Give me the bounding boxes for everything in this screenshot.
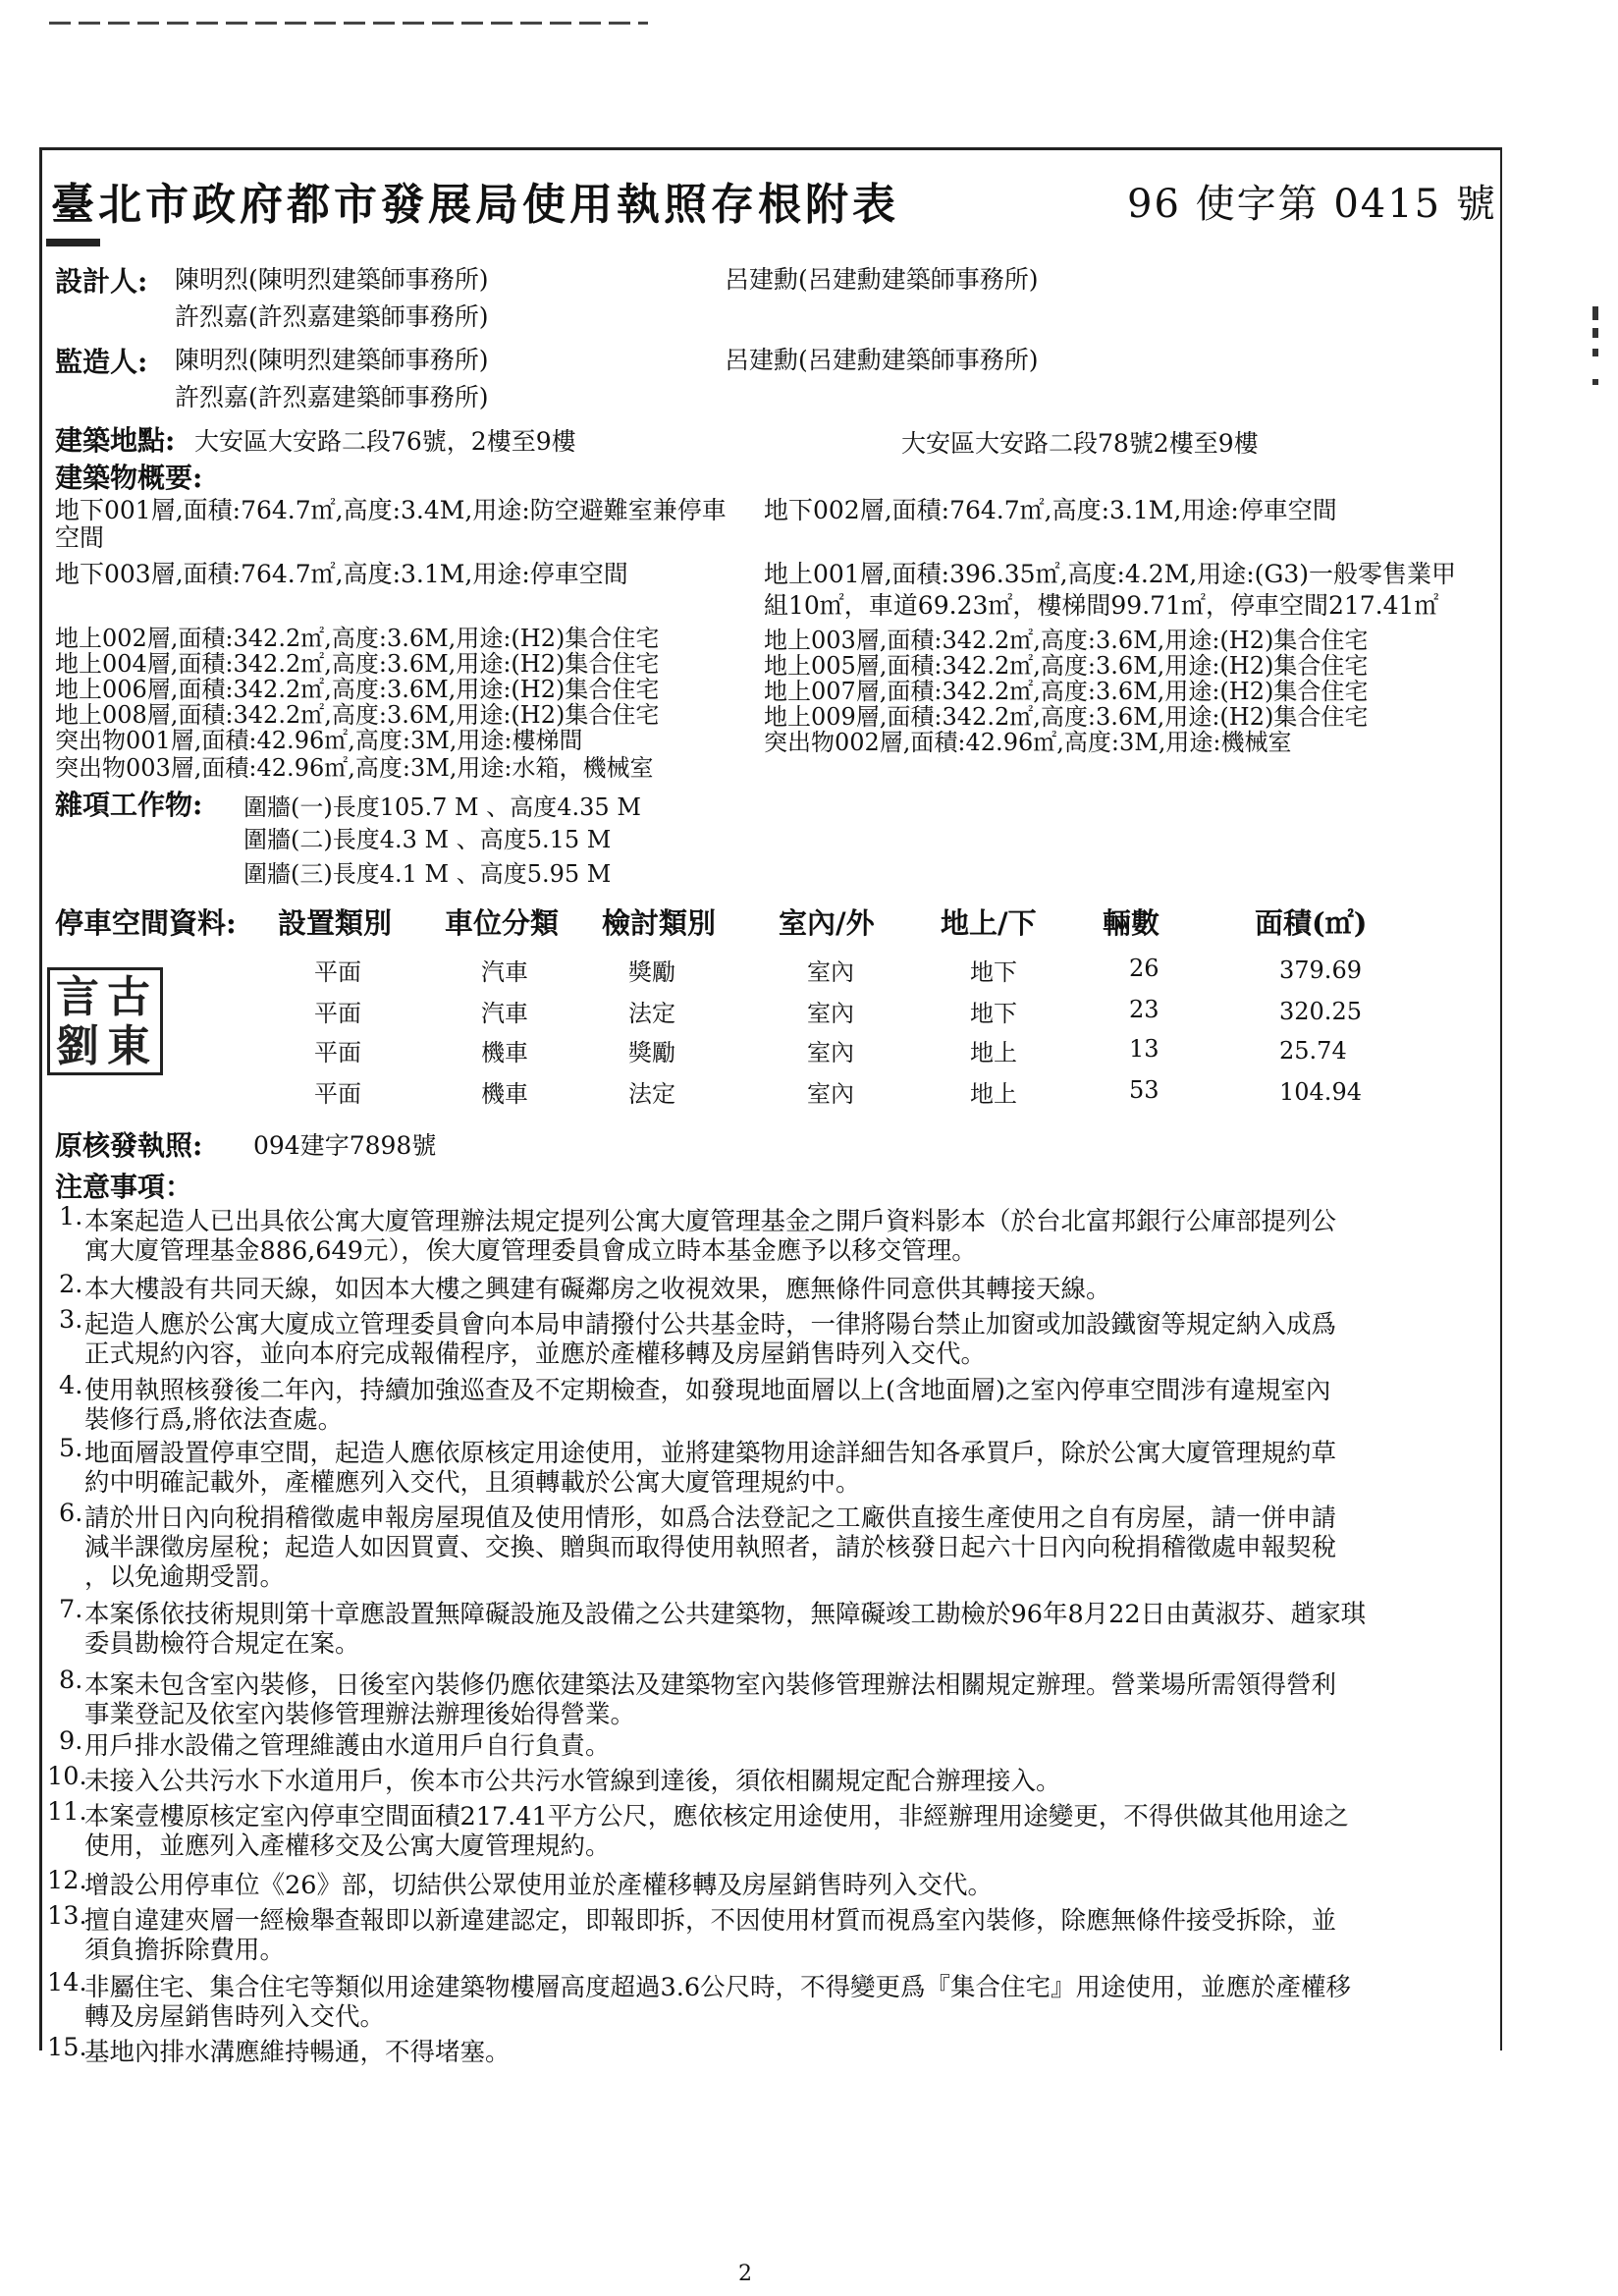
parking-cell: 104.94 bbox=[1279, 1078, 1362, 1106]
note-text-line: 正式規約內容，並向本府完成報備程序，並應於產權移轉及房屋銷售時列入交代。 bbox=[84, 1339, 987, 1369]
misc-item: 圍牆(一)長度105.7 M 、高度4.35 M bbox=[243, 793, 641, 821]
note-number: 15. bbox=[47, 2033, 87, 2062]
note-number: 8. bbox=[59, 1666, 83, 1695]
note-number: 1. bbox=[59, 1202, 83, 1231]
margin-mark bbox=[1592, 349, 1598, 356]
note-number: 14. bbox=[47, 1968, 87, 1997]
note-text-line: 擅自違建夾層一經檢舉查報即以新違建認定，即報即拆，不因使用材質而視爲室內裝修，除應無條件接受拆除，並 bbox=[84, 1906, 1337, 1936]
margin-mark bbox=[1592, 306, 1598, 320]
note-text-line: 未接入公共污水下水道用戶，俟本市公共污水管線到達後，須依相關規定配合辦理接入。 bbox=[84, 1767, 1061, 1796]
floor-right: 突出物002層,面積:42.96㎡,高度:3M,用途:機械室 bbox=[764, 729, 1292, 756]
site-left: 大安區大安路二段76號，2樓至9樓 bbox=[194, 427, 576, 456]
parking-cell: 地上 bbox=[970, 1080, 1017, 1108]
floor-left: 突出物001層,面積:42.96㎡,高度:3M,用途:樓梯間 bbox=[55, 727, 583, 754]
designer-2: 許烈嘉(許烈嘉建築師事務所) bbox=[175, 302, 489, 331]
designer-label: 設計人: bbox=[55, 265, 148, 298]
floor-right: 地上009層,面積:342.2㎡,高度:3.6M,用途:(H2)集合住宅 bbox=[764, 703, 1369, 731]
floor-left: 地上008層,面積:342.2㎡,高度:3.6M,用途:(H2)集合住宅 bbox=[55, 701, 660, 729]
parking-cell: 機車 bbox=[481, 1080, 528, 1108]
parking-cell: 25.74 bbox=[1279, 1037, 1347, 1065]
parking-cell: 379.69 bbox=[1279, 957, 1362, 984]
notes-label: 注意事項： bbox=[55, 1171, 193, 1203]
note-text-line: 使用執照核發後二年內，持續加強巡查及不定期檢查，如發現地面層以上(含地面層)之室內停車空間涉有違規室內 bbox=[84, 1376, 1331, 1405]
floor-left: 地上002層,面積:342.2㎡,高度:3.6M,用途:(H2)集合住宅 bbox=[55, 625, 660, 652]
site-right: 大安區大安路二段78號2樓至9樓 bbox=[901, 429, 1259, 458]
page-title: 臺北市政府都市發展局使用執照存根附表 bbox=[51, 180, 899, 230]
note-text-line: 轉及房屋銷售時列入交代。 bbox=[84, 2002, 386, 2032]
note-number: 11. bbox=[47, 1797, 87, 1827]
parking-cell: 地上 bbox=[970, 1039, 1017, 1066]
designer-3: 呂建勳(呂建勳建築師事務所) bbox=[725, 265, 1039, 294]
parking-cell: 法定 bbox=[628, 1000, 675, 1027]
designer-1: 陳明烈(陳明烈建築師事務所) bbox=[175, 265, 489, 294]
parking-cell: 室內 bbox=[807, 1039, 854, 1066]
overview-label: 建築物概要: bbox=[55, 462, 203, 494]
parking-label: 停車空間資料: bbox=[55, 906, 237, 940]
parking-cell: 室內 bbox=[807, 958, 854, 986]
parking-cell: 23 bbox=[1129, 996, 1160, 1023]
parking-cell: 平面 bbox=[314, 958, 361, 986]
parking-cell: 室內 bbox=[807, 1080, 854, 1108]
parking-cell: 平面 bbox=[314, 1000, 361, 1027]
parking-cell: 法定 bbox=[628, 1080, 675, 1108]
parking-header: 室內/外 bbox=[779, 906, 875, 940]
supervisor-1: 陳明烈(陳明烈建築師事務所) bbox=[175, 346, 489, 374]
site-label: 建築地點: bbox=[55, 424, 176, 457]
page-number: 2 bbox=[738, 2262, 752, 2286]
parking-cell: 汽車 bbox=[481, 1000, 528, 1027]
floor-left: 地上006層,面積:342.2㎡,高度:3.6M,用途:(H2)集合住宅 bbox=[55, 676, 660, 703]
floor-b002: 地下002層,面積:764.7㎡,高度:3.1M,用途:停車空間 bbox=[764, 496, 1337, 524]
note-text-line: 非屬住宅、集合住宅等類似用途建築物樓層高度超過3.6公尺時，不得變更爲『集合住宅』用途使用，並應於產權移 bbox=[84, 1973, 1352, 2002]
note-text-line: 起造人應於公寓大廈成立管理委員會向本局申請撥付公共基金時，一律將陽台禁止加窗或加設鐵窗等規定納入成爲 bbox=[84, 1310, 1337, 1339]
note-text-line: 寓大廈管理基金886,649元），俟大廈管理委員會成立時本基金應予以移交管理。 bbox=[84, 1236, 977, 1266]
floor-b003: 地下003層,面積:764.7㎡,高度:3.1M,用途:停車空間 bbox=[55, 560, 628, 588]
parking-cell: 獎勵 bbox=[628, 958, 675, 986]
note-number: 3. bbox=[59, 1305, 83, 1335]
floor-right: 地上003層,面積:342.2㎡,高度:3.6M,用途:(H2)集合住宅 bbox=[764, 627, 1369, 654]
parking-cell: 汽車 bbox=[481, 958, 528, 986]
note-text-line: 本案起造人已出具依公寓大廈管理辦法規定提列公寓大廈管理基金之開戶資料影本（於台北富邦銀行公庫部提列公 bbox=[84, 1207, 1337, 1236]
floor-right: 地上005層,面積:342.2㎡,高度:3.6M,用途:(H2)集合住宅 bbox=[764, 652, 1369, 680]
parking-cell: 26 bbox=[1129, 955, 1160, 982]
note-number: 2. bbox=[59, 1270, 83, 1299]
parking-cell: 機車 bbox=[481, 1039, 528, 1066]
floor-left: 突出物003層,面積:42.96㎡,高度:3M,用途:水箱，機械室 bbox=[55, 754, 654, 782]
floor-g001-line1: 地上001層,面積:396.35㎡,高度:4.2M,用途:(G3)一般零售業甲 bbox=[764, 560, 1457, 588]
parking-header: 檢討類別 bbox=[602, 906, 717, 940]
floor-b001-line1: 地下001層,面積:764.7㎡,高度:3.4M,用途:防空避難室兼停車 bbox=[55, 496, 727, 524]
note-number: 4. bbox=[59, 1371, 83, 1400]
note-text-line: 約中明確記載外，產權應列入交代，且須轉載於公寓大廈管理規約中。 bbox=[84, 1468, 861, 1498]
parking-cell: 53 bbox=[1129, 1076, 1160, 1104]
parking-cell: 獎勵 bbox=[628, 1039, 675, 1066]
note-text-line: 用戶排水設備之管理維護由水道用戶自行負責。 bbox=[84, 1731, 611, 1761]
parking-header: 設置類別 bbox=[278, 906, 393, 940]
floor-left: 地上004層,面積:342.2㎡,高度:3.6M,用途:(H2)集合住宅 bbox=[55, 650, 660, 678]
parking-header: 車位分類 bbox=[445, 906, 560, 940]
margin-mark bbox=[1592, 328, 1598, 338]
note-number: 9. bbox=[59, 1726, 83, 1756]
margin-mark bbox=[1592, 379, 1598, 385]
parking-cell: 地下 bbox=[970, 1000, 1017, 1027]
parking-cell: 320.25 bbox=[1279, 998, 1362, 1025]
floor-b001-line2: 空間 bbox=[55, 523, 105, 552]
note-text-line: 本案係依技術規則第十章應設置無障礙設施及設備之公共建築物，無障礙竣工勘檢於96年8月22日由黃淑芬、趙家琪 bbox=[84, 1600, 1367, 1629]
note-text-line: 裝修行爲,將依法查處。 bbox=[84, 1405, 344, 1435]
parking-header: 地上/下 bbox=[941, 906, 1037, 940]
document-number: 96 使字第 0415 號 bbox=[1127, 182, 1497, 227]
supervisor-2: 許烈嘉(許烈嘉建築師事務所) bbox=[175, 383, 489, 411]
parking-header: 面積(㎡) bbox=[1255, 906, 1368, 940]
supervisor-3: 呂建勳(呂建勳建築師事務所) bbox=[725, 346, 1039, 374]
note-number: 6. bbox=[59, 1499, 83, 1528]
original-license-value: 094建字7898號 bbox=[253, 1131, 437, 1160]
note-text-line: 使用，並應列入產權移交及公寓大廈管理規約。 bbox=[84, 1831, 611, 1861]
floor-g001-line2: 組10㎡，車道69.23㎡，樓梯間99.71㎡，停車空間217.41㎡ bbox=[764, 591, 1439, 620]
note-number: 13. bbox=[47, 1901, 87, 1931]
note-number: 12. bbox=[47, 1866, 87, 1895]
top-scan-line bbox=[49, 22, 648, 25]
note-text-line: 基地內排水溝應維持暢通，不得堵塞。 bbox=[84, 2038, 511, 2067]
note-text-line: 增設公用停車位《26》部，切結供公眾使用並於產權移轉及房屋銷售時列入交代。 bbox=[84, 1871, 993, 1900]
note-text-line: 委員勘檢符合規定在案。 bbox=[84, 1629, 360, 1659]
misc-item: 圍牆(二)長度4.3 M 、高度5.15 M bbox=[243, 826, 612, 853]
official-seal-stamp: 言 古 劉 東 bbox=[47, 967, 163, 1075]
note-text-line: 本案未包含室內裝修，日後室內裝修仍應依建築法及建築物室內裝修管理辦法相關規定辦理。營業場所需領得營利 bbox=[84, 1670, 1337, 1700]
note-text-line: 請於卅日內向稅捐稽徵處申報房屋現值及使用情形，如爲合法登記之工廠供直接生產使用之自有房屋，請一併申請 bbox=[84, 1503, 1337, 1533]
misc-item: 圍牆(三)長度4.1 M 、高度5.95 M bbox=[243, 860, 612, 888]
original-license-label: 原核發執照: bbox=[55, 1129, 203, 1162]
parking-cell: 平面 bbox=[314, 1080, 361, 1108]
floor-right: 地上007層,面積:342.2㎡,高度:3.6M,用途:(H2)集合住宅 bbox=[764, 678, 1369, 705]
note-number: 5. bbox=[59, 1434, 83, 1463]
note-text-line: 地面層設置停車空間，起造人應依原核定用途使用，並將建築物用途詳細告知各承買戶，除於公寓大廈管理規約草 bbox=[84, 1439, 1337, 1468]
parking-cell: 平面 bbox=[314, 1039, 361, 1066]
note-text-line: 事業登記及依室內裝修管理辦法辦理後始得營業。 bbox=[84, 1700, 636, 1729]
note-number: 10. bbox=[47, 1762, 87, 1791]
title-underline-mark bbox=[46, 239, 100, 246]
parking-cell: 地下 bbox=[970, 958, 1017, 986]
note-text-line: 本大樓設有共同天線，如因本大樓之興建有礙鄰房之收視效果，應無條件同意供其轉接天線。 bbox=[84, 1275, 1111, 1304]
note-text-line: 本案壹樓原核定室內停車空間面積217.41平方公尺，應依核定用途使用，非經辦理用途變更，不得供做其他用途之 bbox=[84, 1802, 1349, 1831]
parking-header: 輛數 bbox=[1103, 906, 1160, 940]
parking-cell: 13 bbox=[1129, 1035, 1160, 1063]
note-text-line: 減半課徵房屋稅；起造人如因買賣、交換、贈與而取得使用執照者，請於核發日起六十日內向稅捐稽徵處申報契稅 bbox=[84, 1533, 1337, 1562]
note-text-line: 須負擔拆除費用。 bbox=[84, 1936, 286, 1965]
supervisor-label: 監造人: bbox=[55, 346, 148, 378]
note-number: 7. bbox=[59, 1595, 83, 1624]
misc-label: 雜項工作物: bbox=[55, 789, 203, 821]
parking-cell: 室內 bbox=[807, 1000, 854, 1027]
note-text-line: ，以免逾期受罰。 bbox=[84, 1562, 286, 1592]
